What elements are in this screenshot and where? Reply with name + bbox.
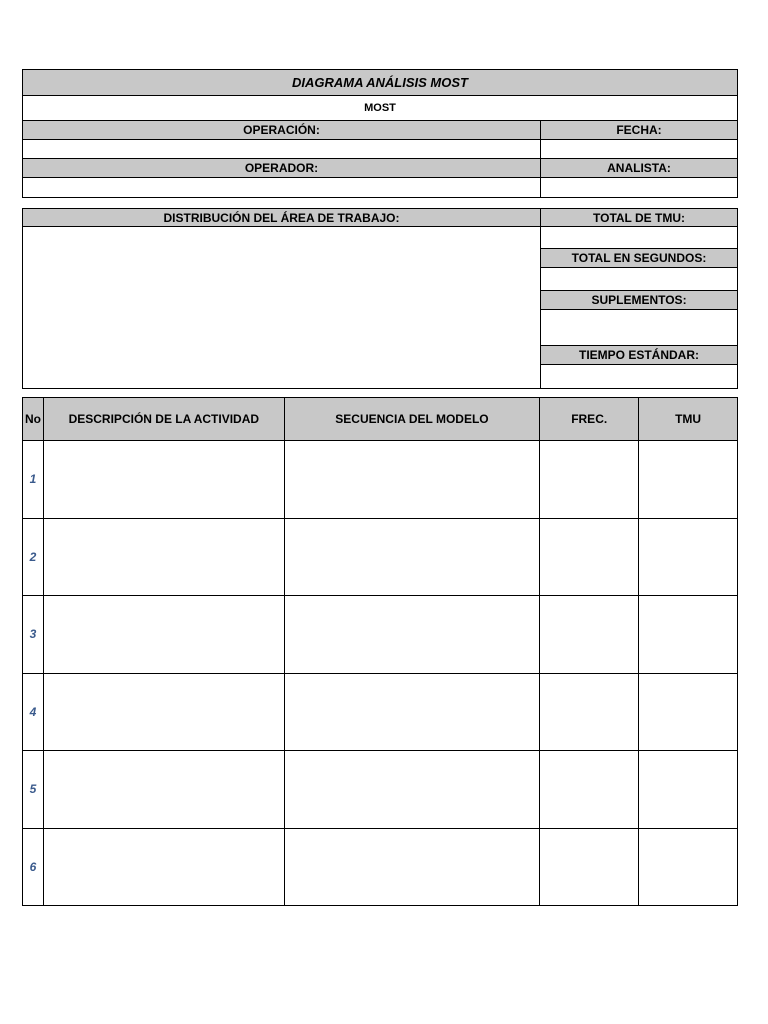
frec-cell[interactable] [540,518,639,596]
activities-table [22,397,738,906]
secuencia-cell[interactable] [284,518,540,596]
secuencia-cell[interactable] [284,673,540,751]
table-row [23,673,738,751]
row-number: 2 [23,518,44,596]
tiempo-estandar-field[interactable] [541,365,737,388]
tiempo-estandar-label: TIEMPO ESTÁNDAR: [541,346,737,365]
tmu-cell[interactable] [639,518,738,596]
form-subtitle: MOST [23,96,737,121]
distribucion-area[interactable] [23,227,541,388]
operador-label: OPERADOR: [23,159,541,178]
total-segundos-label: TOTAL EN SEGUNDOS: [541,249,737,268]
col-header-secuencia: SECUENCIA DEL MODELO [284,398,540,441]
fecha-label: FECHA: [541,121,737,140]
table-row [23,441,738,519]
tmu-cell[interactable] [639,828,738,906]
row-number: 6 [23,828,44,906]
row-number: 4 [23,673,44,751]
descripcion-cell[interactable] [43,673,284,751]
header-block [22,69,738,198]
analista-label: ANALISTA: [541,159,737,178]
tmu-cell[interactable] [639,751,738,829]
frec-cell[interactable] [540,441,639,519]
suplementos-label: SUPLEMENTOS: [541,291,737,310]
distribucion-label: DISTRIBUCIÓN DEL ÁREA DE TRABAJO: [23,209,541,227]
descripcion-cell[interactable] [43,751,284,829]
descripcion-cell[interactable] [43,828,284,906]
secuencia-cell[interactable] [284,751,540,829]
form-title: DIAGRAMA ANÁLISIS MOST [23,70,737,96]
frec-cell[interactable] [540,828,639,906]
fecha-field[interactable] [541,140,737,159]
total-tmu-field[interactable] [541,227,737,249]
analista-field[interactable] [541,178,737,197]
suplementos-field[interactable] [541,310,737,346]
table-header-row [23,398,738,441]
table-row [23,751,738,829]
col-header-frec: FREC. [540,398,639,441]
operador-field[interactable] [23,178,541,197]
frec-cell[interactable] [540,596,639,674]
operacion-label: OPERACIÓN: [23,121,541,140]
row-number: 5 [23,751,44,829]
col-header-no: No [23,398,44,441]
operacion-field[interactable] [23,140,541,159]
table-row [23,828,738,906]
frec-cell[interactable] [540,673,639,751]
tmu-cell[interactable] [639,673,738,751]
descripcion-cell[interactable] [43,518,284,596]
secuencia-cell[interactable] [284,596,540,674]
workarea-block [22,208,738,389]
tmu-cell[interactable] [639,596,738,674]
secuencia-cell[interactable] [284,828,540,906]
tmu-cell[interactable] [639,441,738,519]
row-number: 1 [23,441,44,519]
frec-cell[interactable] [540,751,639,829]
descripcion-cell[interactable] [43,596,284,674]
total-tmu-label: TOTAL DE TMU: [541,209,737,227]
col-header-descripcion: DESCRIPCIÓN DE LA ACTIVIDAD [43,398,284,441]
table-row [23,518,738,596]
descripcion-cell[interactable] [43,441,284,519]
total-segundos-field[interactable] [541,268,737,291]
col-header-tmu: TMU [639,398,738,441]
secuencia-cell[interactable] [284,441,540,519]
table-row [23,596,738,674]
row-number: 3 [23,596,44,674]
